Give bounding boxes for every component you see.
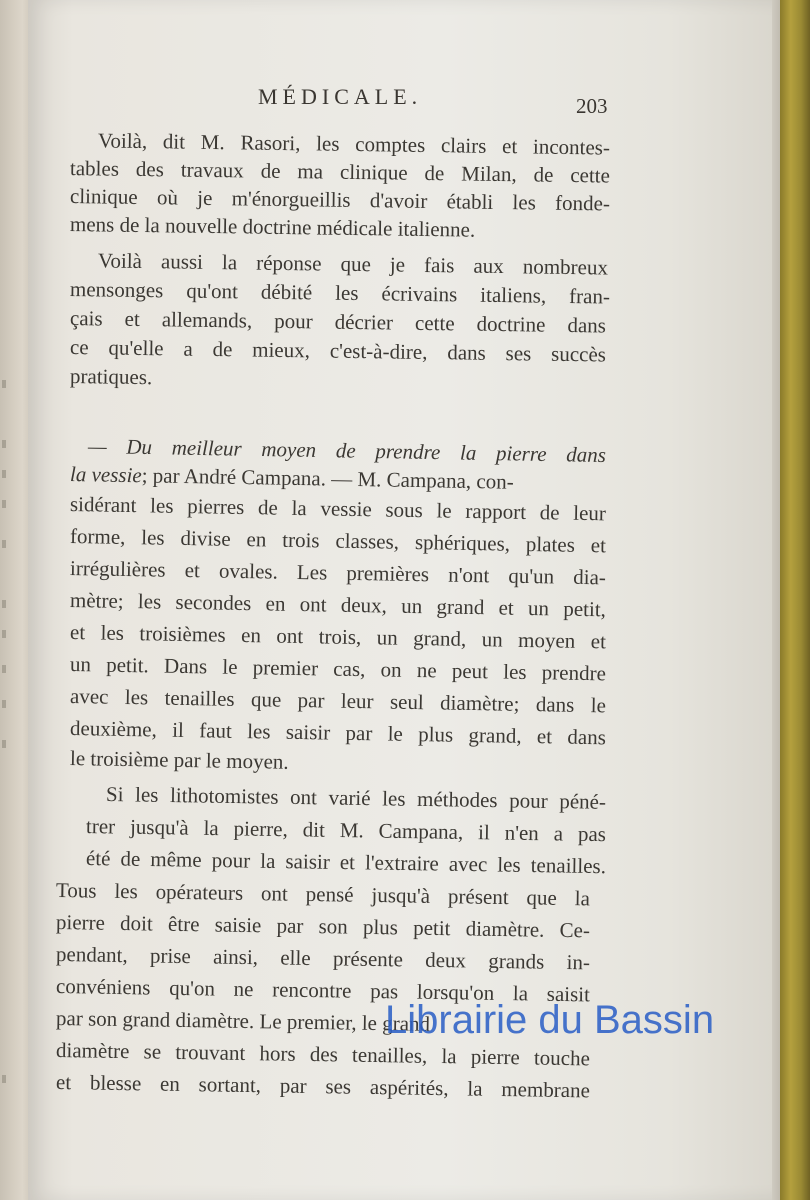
book-cover-edge: [780, 0, 810, 1200]
text-line: clinique où je m'énorgueillis d'avoir établi les fonde-: [69, 184, 611, 216]
text-line: trer jusqu'à la pierre, dit M. Campana, il n'en a pas: [85, 814, 607, 847]
text-line: convéniens qu'on ne rencontre pas lorsqu'on la saisit: [55, 974, 591, 1007]
section-title-line: — Du meilleur moyen de prendre la pierre dans: [87, 434, 607, 468]
adjacent-page-bleed-marks: [2, 0, 30, 1200]
text-line: pendant, prise ainsi, elle présente deux grands in-: [55, 942, 591, 975]
text-line: Voilà, dit M. Rasori, les comptes clairs et incontes-: [97, 128, 611, 160]
text-line: avec les tenailles que par leur seul diamètre; dans le: [69, 684, 607, 718]
text-line: par son grand diamètre. Le premier, le grand: [55, 1006, 431, 1036]
text-line: et blesse en sortant, par ses aspérités, la membrane: [55, 1070, 591, 1103]
text-line: et les troisièmes en ont trois, un grand, un moyen et: [69, 620, 607, 654]
text-line: mens de la nouvelle doctrine médicale italienne.: [69, 212, 476, 242]
text-line: Voilà aussi la réponse que je fais aux nombreux: [97, 248, 609, 280]
text-line: Tous les opérateurs ont pensé jusqu'à présent que la: [55, 878, 591, 911]
text-line: forme, les divise en trois classes, sphériques, plates et: [69, 524, 607, 558]
text-line: ce qu'elle a de mieux, c'est-à-dire, dans ses succès: [69, 335, 607, 367]
text-line: un petit. Dans le premier cas, on ne peut les prendre: [69, 652, 607, 686]
text-line: été de même pour la saisir et l'extraire avec les tenailles.: [85, 846, 607, 879]
text-line: mètre; les secondes en ont deux, un grand et un petit,: [69, 588, 607, 622]
text-line: diamètre se trouvant hors des tenailles, la pierre touche: [55, 1038, 591, 1071]
text-line: sidérant les pierres de la vessie sous le rapport de leur: [69, 492, 607, 526]
text-line: çais et allemands, pour décrier cette doctrine dans: [69, 306, 607, 338]
running-header: MÉDICALE.: [258, 84, 423, 109]
section-title-continuation: la vessie: [69, 462, 142, 488]
author-attribution: ; par André Campana. — M. Campana, con-: [141, 463, 514, 494]
text-line: le troisième par le moyen.: [69, 746, 289, 774]
text-line: Si les lithotomistes ont varié les méthodes pour péné-: [105, 782, 607, 814]
text-line: deuxième, il faut les saisir par le plus grand, et dans: [69, 716, 607, 750]
page-number: 203: [576, 94, 608, 118]
text-line: tables des travaux de ma clinique de Milan, de cette: [69, 156, 611, 188]
text-line: pierre doit être saisie par son plus petit diamètre. Ce-: [55, 910, 591, 943]
text-line: irrégulières et ovales. Les premières n'ont qu'un dia-: [69, 556, 607, 590]
text-line: mensonges qu'ont débité les écrivains italiens, fran-: [69, 277, 611, 309]
watermark: Librairie du Bassin: [385, 998, 715, 1042]
text-line: pratiques.: [69, 364, 153, 390]
